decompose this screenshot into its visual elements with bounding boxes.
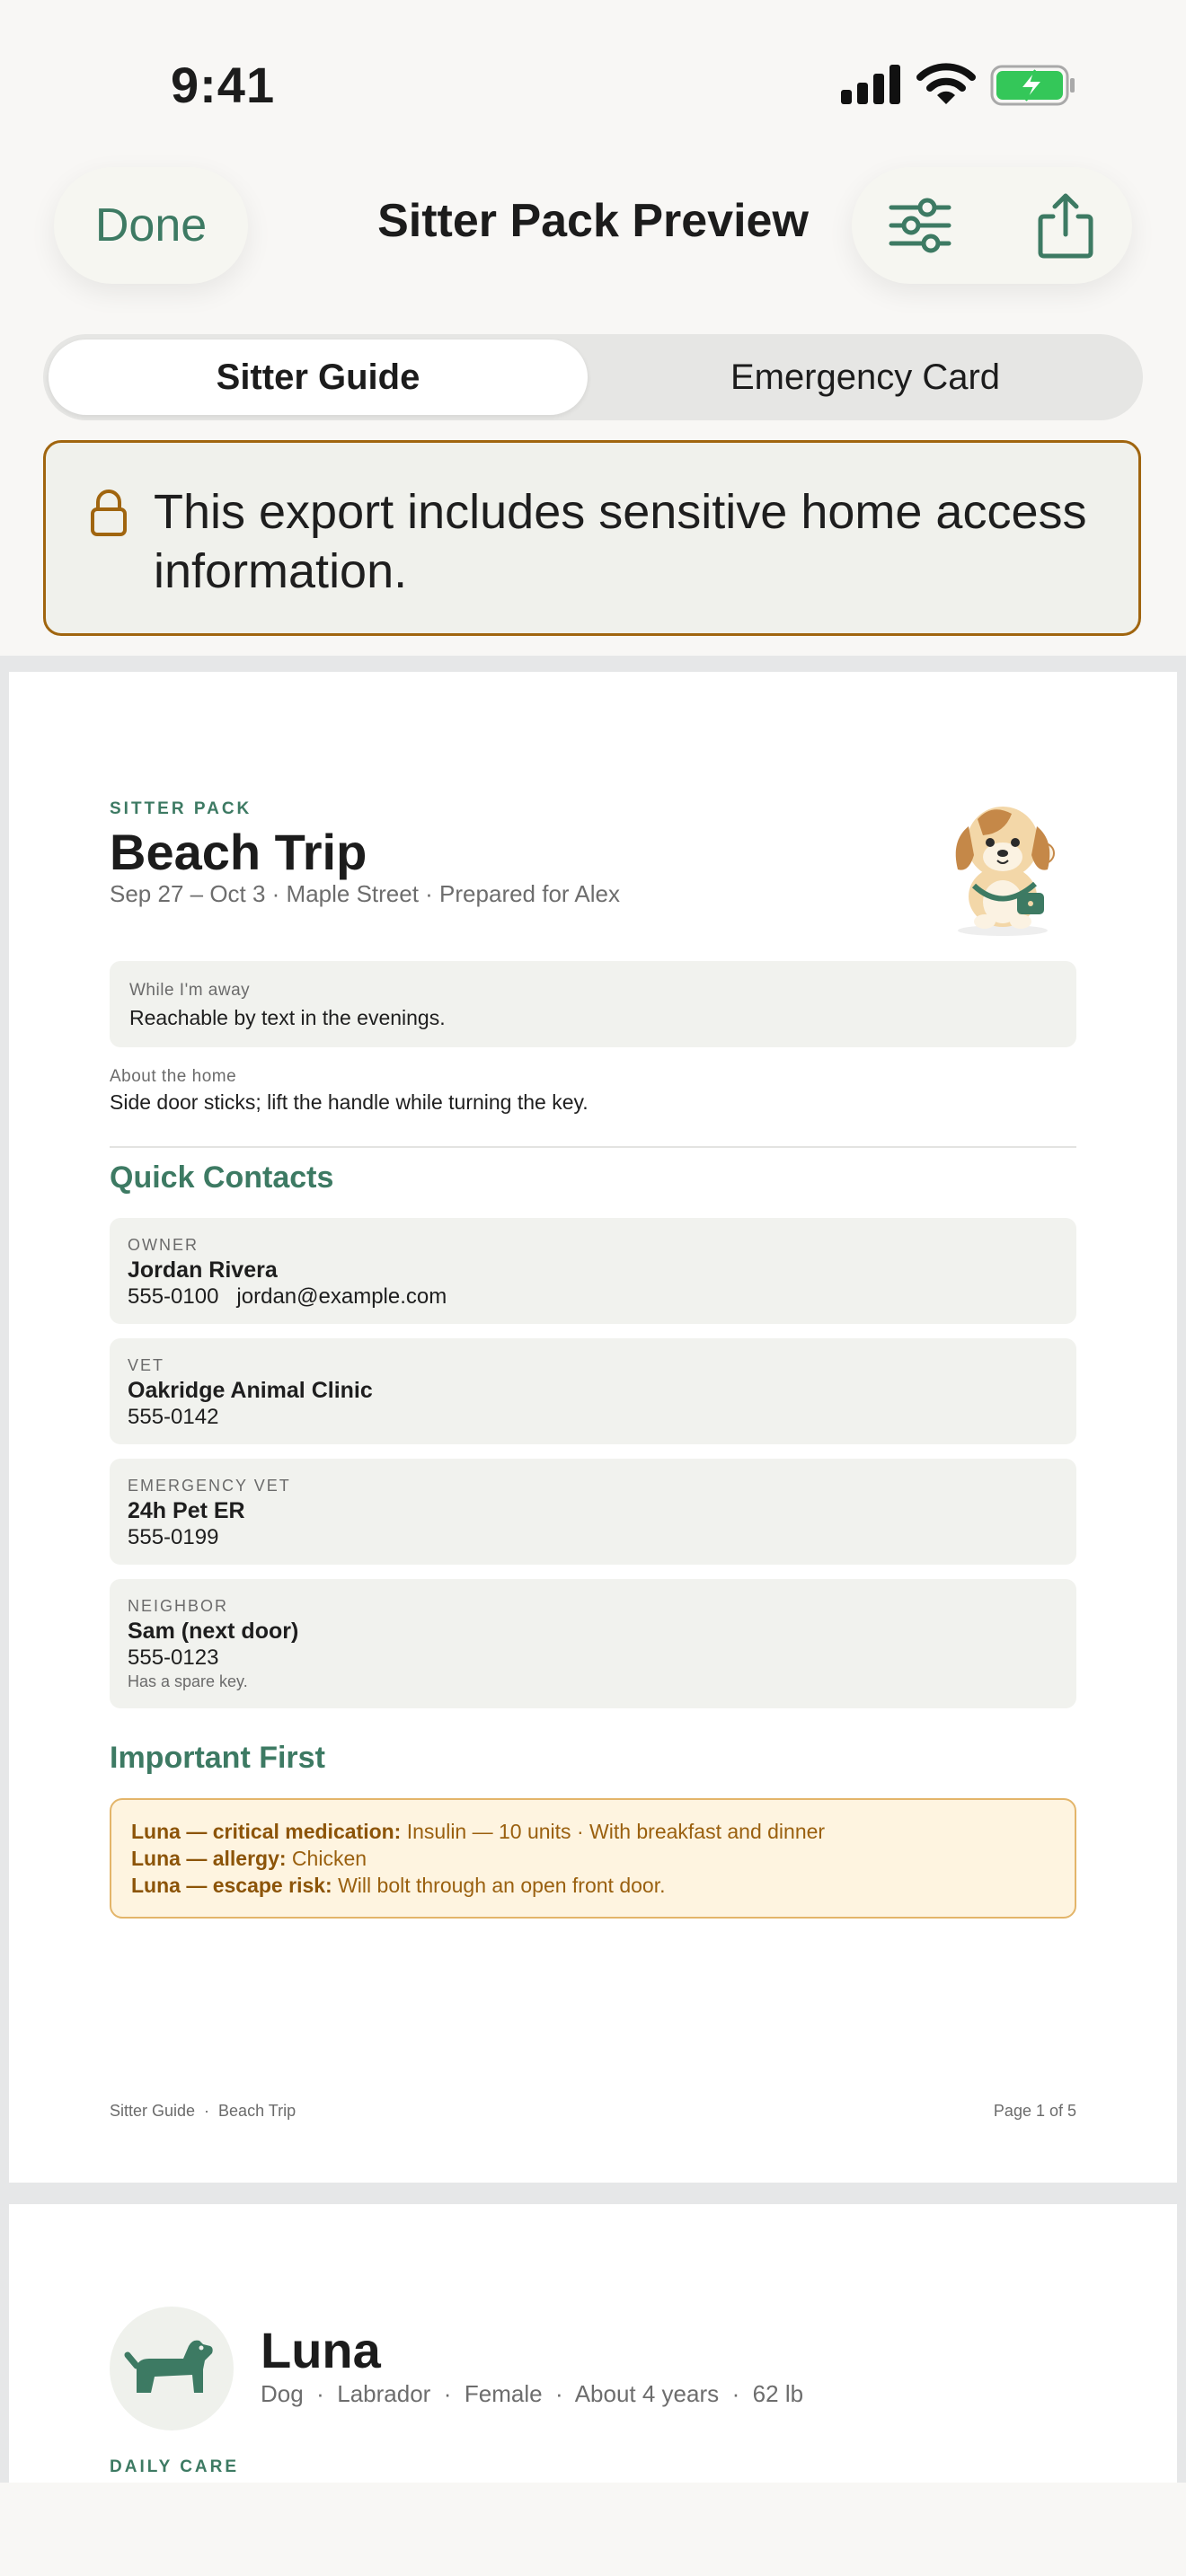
contacts-heading: Quick Contacts [110, 1160, 334, 1195]
alert-medication [131, 1820, 825, 1844]
divider [110, 1146, 1076, 1148]
contact-details: 555-0199 [128, 1525, 219, 1549]
contact-card-owner [110, 1218, 1076, 1324]
share-icon[interactable] [1031, 191, 1100, 260]
battery-charging-icon [990, 65, 1076, 106]
doc-title: Beach Trip [110, 824, 367, 880]
contact-card-emergency-vet [110, 1459, 1076, 1565]
contact-name: Sam (next door) [128, 1619, 299, 1644]
alert-allergy [131, 1847, 367, 1871]
alert-text: Insulin — 10 units · With breakfast and dinner [401, 1820, 826, 1843]
contact-details: 555-0100 jordan@example.com [128, 1284, 447, 1309]
contact-details: 555-0123 [128, 1645, 219, 1670]
contact-note: Has a spare key. [128, 1672, 248, 1690]
contact-details: 555-0142 [128, 1405, 219, 1429]
contact-role: EMERGENCY VET [128, 1477, 291, 1495]
contact-role: OWNER [128, 1236, 199, 1254]
alert-text: Will bolt through an open front door. [332, 1874, 666, 1897]
contact-card-vet [110, 1338, 1076, 1444]
page-title: Sitter Pack Preview [377, 195, 809, 247]
contact-card-neighbor [110, 1579, 1076, 1708]
document-page-1 [9, 672, 1177, 2183]
important-alert-box [110, 1798, 1076, 1919]
alert-escape-risk [131, 1874, 666, 1898]
away-note-card [110, 961, 1076, 1047]
page-number: Page 1 of 5 [993, 2102, 1076, 2120]
page-footer-left: Sitter Guide · Beach Trip [110, 2102, 296, 2120]
done-button[interactable]: Done [54, 167, 248, 284]
contact-role: VET [128, 1356, 165, 1374]
contact-name: 24h Pet ER [128, 1498, 245, 1523]
important-heading: Important First [110, 1741, 325, 1775]
lock-icon [89, 488, 128, 538]
tab-sitter-guide[interactable]: Sitter Guide [49, 340, 588, 415]
sensitive-info-banner [43, 440, 1141, 636]
tab-emergency-card[interactable]: Emergency Card [730, 357, 1001, 397]
home-label: About the home [110, 1067, 237, 1086]
sliders-icon[interactable] [886, 191, 954, 260]
alert-label: Luna — critical medication: [131, 1820, 402, 1843]
guide-type-segmented-control [43, 334, 1143, 420]
doc-eyebrow: SITTER PACK [110, 799, 252, 818]
contact-name: Oakridge Animal Clinic [128, 1378, 373, 1403]
alert-label: Luna — escape risk: [131, 1874, 332, 1897]
contact-name: Jordan Rivera [128, 1257, 278, 1283]
home-text: Side door sticks; lift the handle while turning the key. [110, 1090, 589, 1114]
wifi-icon [916, 63, 976, 106]
banner-text: This export includes sensitive home access information. [154, 485, 1087, 598]
status-time: 9:41 [171, 57, 276, 113]
pet-avatar [110, 2307, 234, 2430]
away-label: While I'm away [129, 981, 251, 1000]
dog-mascot-icon [938, 787, 1073, 940]
nav-actions-group [852, 167, 1132, 284]
doc-subtitle: Sep 27 – Oct 3 · Maple Street · Prepared for Alex [110, 880, 620, 907]
bottom-safe-area [0, 2483, 1186, 2576]
dog-icon [110, 2307, 234, 2430]
pet-name: Luna [261, 2322, 381, 2378]
alert-label: Luna — allergy: [131, 1847, 287, 1870]
document-page-2 [9, 2204, 1177, 2483]
away-text: Reachable by text in the evenings. [129, 1006, 446, 1029]
alert-text: Chicken [286, 1847, 367, 1870]
daily-care-heading: DAILY CARE [110, 2457, 240, 2476]
pet-details: Dog · Labrador · Female · About 4 years · 62 lb [261, 2380, 804, 2407]
contact-role: NEIGHBOR [128, 1597, 229, 1615]
cellular-signal-icon [841, 65, 902, 104]
